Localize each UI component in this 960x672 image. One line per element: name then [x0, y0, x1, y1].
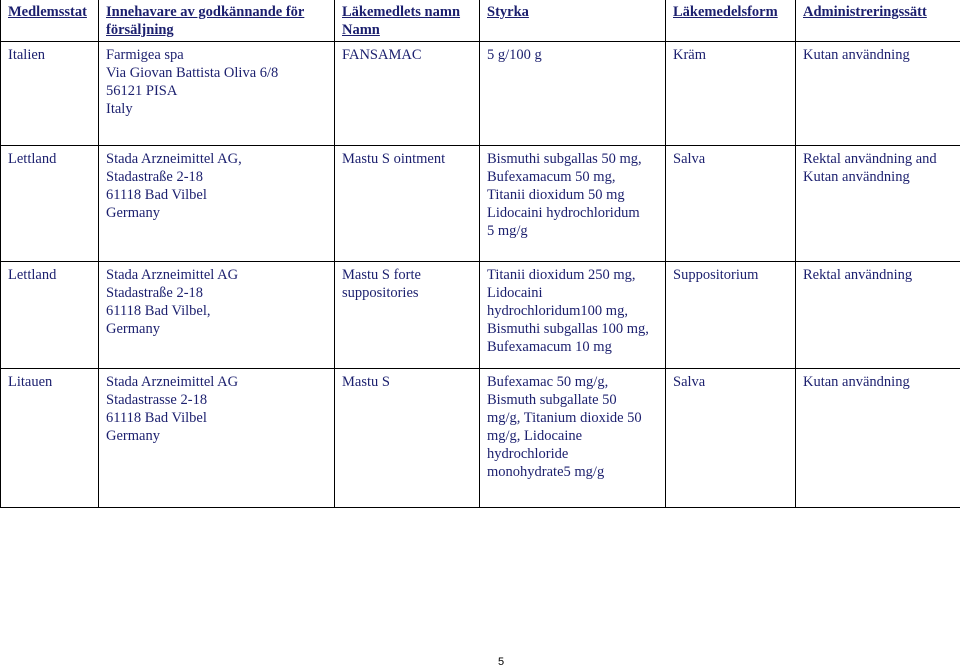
cell-strength: Titanii dioxidum 250 mg, Lidocaini hydrochloridum100 mg, Bismuthi subgallas 100 mg, Bufexamacum 10 mg: [480, 262, 666, 369]
header-strength: Styrka: [480, 0, 666, 42]
cell-holder: Stada Arzneimittel AG Stadastrasse 2-18 61118 Bad Vilbel Germany: [99, 369, 335, 508]
cell-product-name: Mastu S forte suppositories: [335, 262, 480, 369]
cell-member-state: Lettland: [1, 146, 99, 262]
table-header-row: [1, 0, 960, 42]
cell-strength: Bufexamac 50 mg/g, Bismuth subgallate 50 mg/g, Titanium dioxide 50 mg/g, Lidocaine hydrochloride monohydrate5 mg/g: [480, 369, 666, 508]
cell-route: Kutan användning: [796, 369, 960, 508]
cell-form: Salva: [666, 369, 796, 508]
table-row: [1, 42, 960, 146]
table-row: [1, 146, 960, 262]
cell-route: Rektal användning and Kutan användning: [796, 146, 960, 262]
cell-product-name: Mastu S ointment: [335, 146, 480, 262]
cell-form: Kräm: [666, 42, 796, 146]
cell-member-state: Italien: [1, 42, 99, 146]
cell-product-name: FANSAMAC: [335, 42, 480, 146]
cell-strength: Bismuthi subgallas 50 mg, Bufexamacum 50 mg, Titanii dioxidum 50 mg Lidocaini hydrochloridum 5 mg/g: [480, 146, 666, 262]
header-member-state: Medlemsstat: [1, 0, 99, 42]
page-number: 5: [498, 656, 505, 668]
header-route: Administreringssätt: [796, 0, 960, 42]
cell-strength: 5 g/100 g: [480, 42, 666, 146]
cell-product-name: Mastu S: [335, 369, 480, 508]
cell-route: Rektal användning: [796, 262, 960, 369]
cell-form: Salva: [666, 146, 796, 262]
table-row: [1, 369, 960, 508]
cell-holder: Stada Arzneimittel AG, Stadastraße 2-18 61118 Bad Vilbel Germany: [99, 146, 335, 262]
cell-holder: Stada Arzneimittel AG Stadastraße 2-18 61118 Bad Vilbel, Germany: [99, 262, 335, 369]
header-holder: Innehavare av godkännande för försäljning: [99, 0, 335, 42]
cell-member-state: Lettland: [1, 262, 99, 369]
table-row: [1, 262, 960, 369]
cell-route: Kutan användning: [796, 42, 960, 146]
cell-member-state: Litauen: [1, 369, 99, 508]
header-product-name: Läkemedlets namn Namn: [335, 0, 480, 42]
cell-form: Suppositorium: [666, 262, 796, 369]
cell-holder: Farmigea spa Via Giovan Battista Oliva 6/8 56121 PISA Italy: [99, 42, 335, 146]
header-form: Läkemedelsform: [666, 0, 796, 42]
